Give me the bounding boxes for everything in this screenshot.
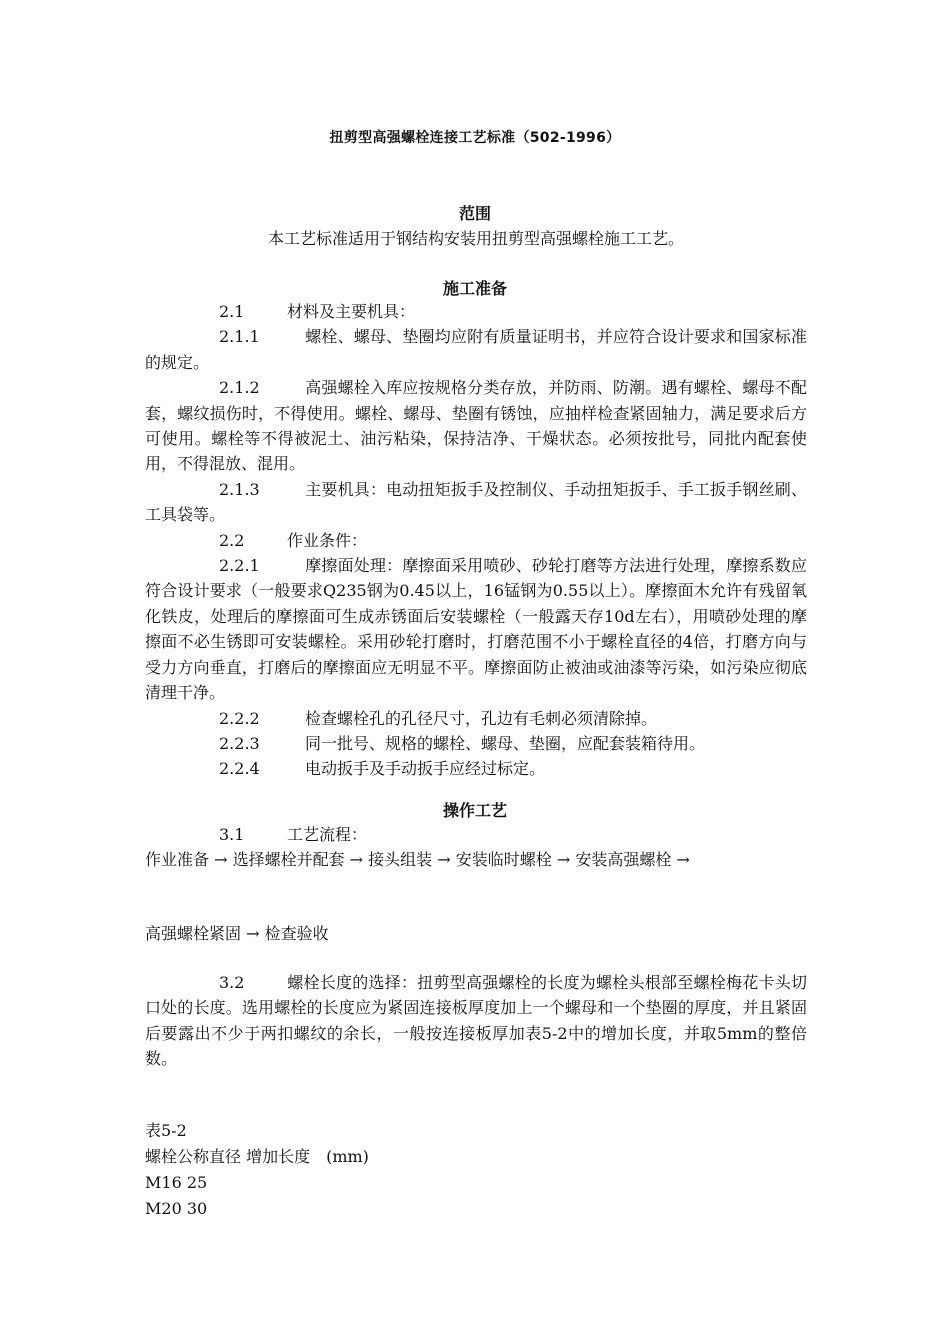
- item-number: 3.1: [219, 825, 245, 844]
- section-heading-operation: 操作工艺: [442, 801, 507, 820]
- item-number: 2.1: [219, 302, 245, 321]
- item-number: 2.1.3: [219, 479, 260, 499]
- item-number: 2.1.1: [219, 327, 260, 347]
- process-flow-line-2: 高强螺栓紧固 → 检查验收: [145, 924, 329, 943]
- table-row: M20 30: [145, 1199, 208, 1218]
- item-2-2-1: [145, 553, 807, 705]
- item-3-1: [145, 822, 807, 847]
- item-2-1-3: [145, 477, 807, 528]
- document-title: 扭剪型高强螺栓连接工艺标准（502-1996）: [329, 130, 621, 146]
- preparation-block: [145, 299, 807, 782]
- item-number: 3.2: [219, 973, 245, 992]
- table-header: 螺栓公称直径 增加长度 (mm): [145, 1147, 369, 1166]
- item-2-1: [145, 299, 807, 324]
- item-text: 螺栓长度的选择：扭剪型高强螺栓的长度为螺栓头根部至螺栓梅花卡头切口处的长度。选用螺栓的长度应为紧固连接板厚度加上一个螺母和一个垫圈的厚度，并且紧固后要露出不少于两扣螺纹的余长，一般按连接板厚加表5-2中的增加长度，并取5mm的整倍数。: [145, 973, 807, 1069]
- item-text: 材料及主要机具：: [287, 302, 416, 321]
- item-text: 作业条件：: [287, 530, 368, 550]
- table-caption: 表5-2: [145, 1121, 187, 1140]
- item-number: 2.2: [219, 530, 245, 550]
- item-text: 螺栓、螺母、垫圈均应附有质量证明书，并应符合设计要求和国家标准的规定。: [145, 327, 807, 372]
- bolt-length-block: [145, 970, 807, 1072]
- item-text: 高强螺栓入库应按规格分类存放，并防雨、防潮。遇有螺栓、螺母不配套，螺纹损伤时，不得使用。螺栓、螺母、垫圈有锈蚀，应抽样检查紧固轴力，满足要求后方可使用。螺栓等不得被泥土、油污粘染，保持洁净、干燥状态。必须按批号，同批内配套使用，不得混放、混用。: [145, 378, 807, 474]
- scope-text: 本工艺标准适用于钢结构安装用扭剪型高强螺栓施工工艺。: [267, 229, 684, 248]
- section-heading-scope: 范围: [458, 204, 491, 223]
- table-row: M16 25: [145, 1173, 208, 1192]
- item-number: 2.2.3: [219, 733, 260, 753]
- item-2-1-1: [145, 324, 807, 375]
- item-text: 检查螺栓孔的孔径尺寸，孔边有毛刺必须清除掉。: [305, 708, 658, 728]
- item-2-2: [145, 528, 807, 553]
- item-text: 摩擦面处理：摩擦面采用喷砂、砂轮打磨等方法进行处理，摩擦系数应符合设计要求（一般要求Q235钢为0.45以上，16锰钢为0.55以上）。摩擦面木允许有残留氧化铁皮，处理后的摩擦面可生成赤锈面后安装螺栓（一般露天存10d左右），用喷砂处理的摩擦面不必生锈即可安装螺栓。采用砂轮打磨时，打磨范围不小于螺栓直径的4倍，打磨方向与受力方向垂直，打磨后的摩擦面应无明显不平。摩擦面防止被油或油漆等污染，如污染应彻底清理干净。: [145, 556, 807, 703]
- item-text: 主要机具：电动扭矩扳手及控制仪、手动扭矩扳手、手工扳手钢丝刷、工具袋等。: [145, 479, 807, 525]
- operation-block: [145, 822, 807, 873]
- process-flow-continuation: [145, 921, 807, 946]
- table-5-2: [145, 1118, 807, 1222]
- item-2-2-2: [145, 706, 807, 731]
- process-flow-line-1: 作业准备 → 选择螺栓并配套 → 接头组装 → 安装临时螺栓 → 安装高强螺栓 →: [145, 850, 690, 870]
- item-2-1-2: [145, 375, 807, 477]
- item-text: 同一批号、规格的螺栓、螺母、垫圈，应配套装箱待用。: [305, 733, 706, 753]
- item-3-2: [145, 970, 807, 1072]
- item-number: 2.1.2: [219, 378, 260, 398]
- item-number: 2.2.1: [219, 556, 260, 576]
- item-2-2-4: [145, 756, 807, 781]
- scope-block: [145, 226, 807, 251]
- item-text: 电动扳手及手动扳手应经过标定。: [305, 759, 546, 779]
- section-heading-preparation: 施工准备: [442, 279, 507, 298]
- item-2-2-3: [145, 731, 807, 756]
- item-text: 工艺流程：: [287, 825, 368, 844]
- item-number: 2.2.2: [219, 708, 260, 728]
- item-number: 2.2.4: [219, 759, 260, 779]
